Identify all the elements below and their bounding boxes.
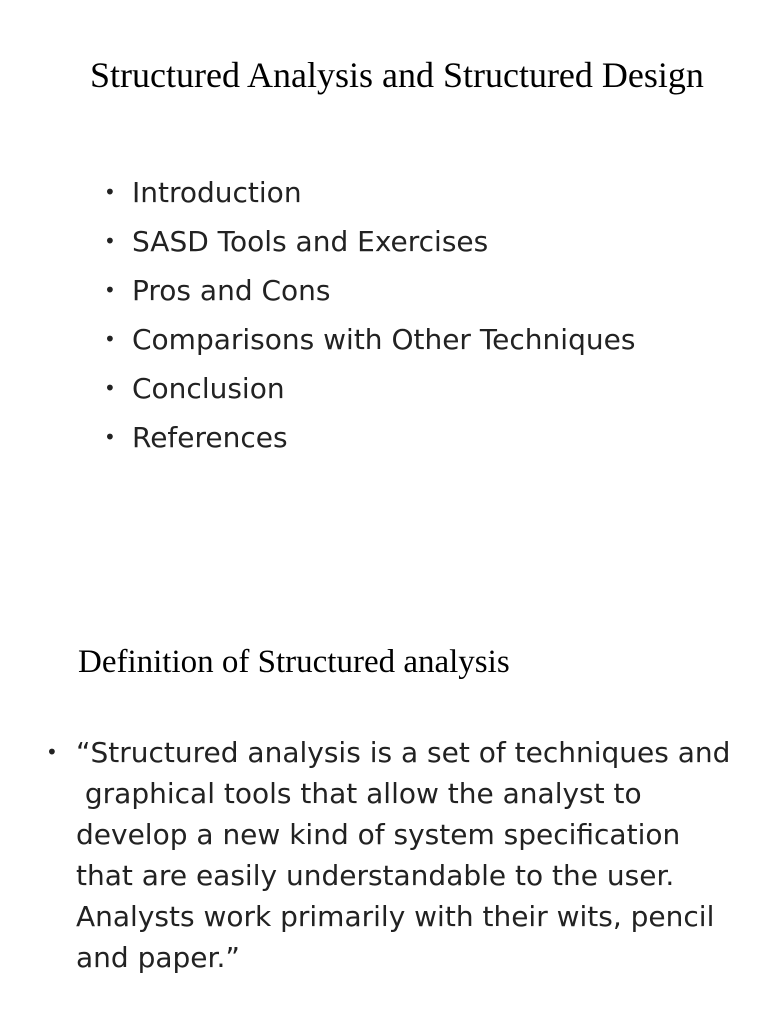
definition-line: graphical tools that allow the analyst to xyxy=(76,777,642,810)
bullet-icon: • xyxy=(104,327,116,351)
list-item-label: SASD Tools and Exercises xyxy=(132,225,489,258)
definition-line: “Structured analysis is a set of techniques and xyxy=(76,736,731,769)
definition-line: Analysts work primarily with their wits, pencil xyxy=(76,900,715,933)
slide-title: Structured Analysis and Structured Design xyxy=(90,55,704,95)
bullet-icon: • xyxy=(104,425,116,449)
list-item xyxy=(104,315,635,364)
list-item xyxy=(104,413,635,462)
list-item-label: Introduction xyxy=(132,176,302,209)
list-item xyxy=(104,266,635,315)
bullet-icon: • xyxy=(46,740,58,764)
list-item-label: Conclusion xyxy=(132,372,285,405)
list-item-label: References xyxy=(132,421,288,454)
definition-line: develop a new kind of system specification xyxy=(76,818,681,851)
bullet-icon: • xyxy=(104,229,116,253)
bullet-icon: • xyxy=(104,376,116,400)
outline-list xyxy=(104,168,635,462)
definition-quote xyxy=(46,732,731,978)
list-item xyxy=(104,364,635,413)
list-item-label: Comparisons with Other Techniques xyxy=(132,323,636,356)
section-heading: Definition of Structured analysis xyxy=(78,644,510,680)
definition-line: and paper.” xyxy=(76,941,240,974)
list-item-label: Pros and Cons xyxy=(132,274,331,307)
bullet-icon: • xyxy=(104,180,116,204)
bullet-icon: • xyxy=(104,278,116,302)
list-item xyxy=(104,168,635,217)
list-item xyxy=(104,217,635,266)
definition-line: that are easily understandable to the user. xyxy=(76,859,675,892)
